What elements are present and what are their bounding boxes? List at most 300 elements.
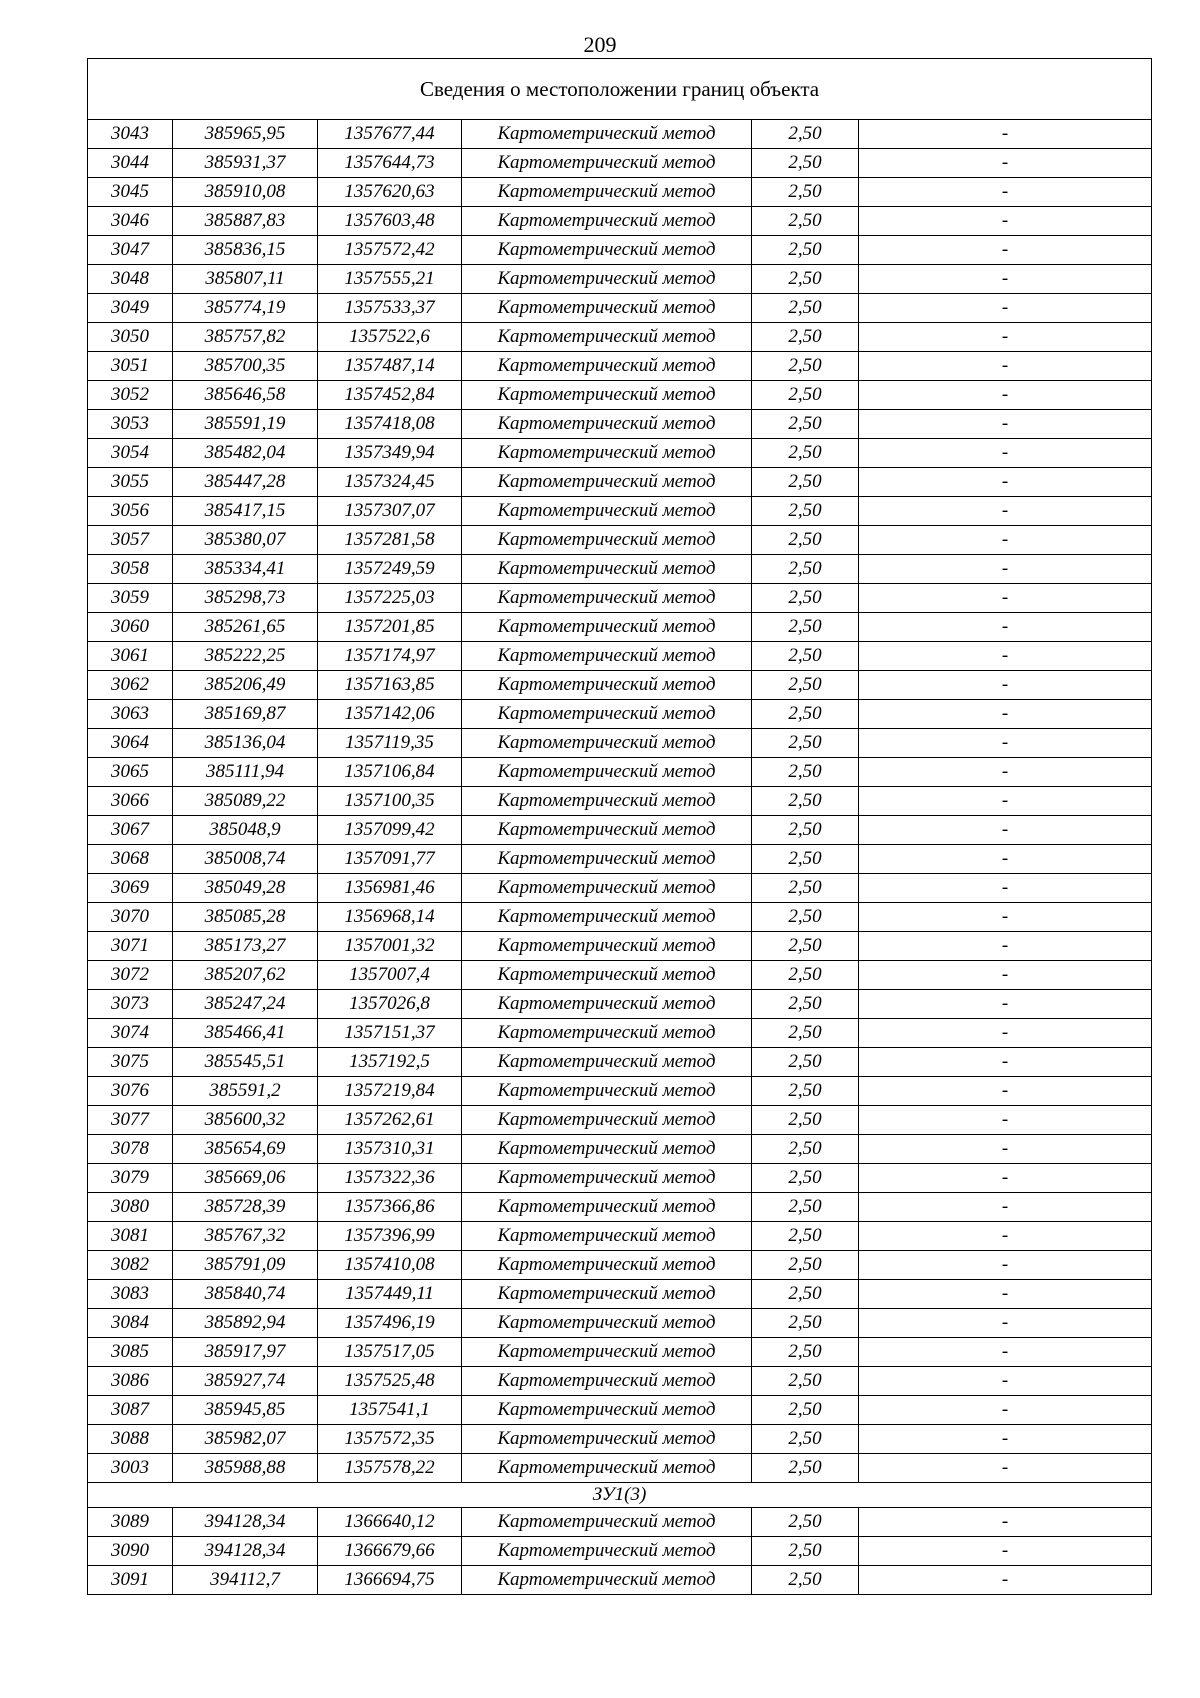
accuracy-value: 2,50: [752, 1537, 859, 1566]
table-row: [88, 903, 1152, 932]
determination-method: Картометрический метод: [462, 874, 752, 903]
determination-method: Картометрический метод: [462, 410, 752, 439]
remarks: -: [859, 700, 1152, 729]
table-row: [88, 1135, 1152, 1164]
point-number: 3068: [88, 845, 173, 874]
coordinate-x: 385049,28: [173, 874, 318, 903]
accuracy-value: 2,50: [752, 526, 859, 555]
remarks: -: [859, 1193, 1152, 1222]
coordinate-x: 385334,41: [173, 555, 318, 584]
remarks: -: [859, 961, 1152, 990]
accuracy-value: 2,50: [752, 1508, 859, 1537]
coordinate-x: 385008,74: [173, 845, 318, 874]
determination-method: Картометрический метод: [462, 1019, 752, 1048]
accuracy-value: 2,50: [752, 1280, 859, 1309]
accuracy-value: 2,50: [752, 207, 859, 236]
remarks: -: [859, 729, 1152, 758]
section-label: ЗУ1(3): [88, 1483, 1152, 1508]
determination-method: Картометрический метод: [462, 1396, 752, 1425]
boundary-table-frame: [87, 58, 1151, 1595]
accuracy-value: 2,50: [752, 613, 859, 642]
remarks: -: [859, 1077, 1152, 1106]
determination-method: Картометрический метод: [462, 700, 752, 729]
point-number: 3045: [88, 178, 173, 207]
determination-method: Картометрический метод: [462, 439, 752, 468]
remarks: -: [859, 265, 1152, 294]
table-row: [88, 1454, 1152, 1483]
point-number: 3053: [88, 410, 173, 439]
accuracy-value: 2,50: [752, 642, 859, 671]
accuracy-value: 2,50: [752, 178, 859, 207]
coordinate-x: 385222,25: [173, 642, 318, 671]
point-number: 3056: [88, 497, 173, 526]
boundary-coordinates-table: [87, 58, 1152, 1595]
remarks: -: [859, 1566, 1152, 1595]
remarks: -: [859, 1164, 1152, 1193]
table-row: [88, 584, 1152, 613]
determination-method: Картометрический метод: [462, 932, 752, 961]
accuracy-value: 2,50: [752, 1338, 859, 1367]
coordinate-x: 385600,32: [173, 1106, 318, 1135]
table-row: [88, 410, 1152, 439]
remarks: -: [859, 323, 1152, 352]
coordinate-y: 1356968,14: [318, 903, 462, 932]
coordinate-x: 385085,28: [173, 903, 318, 932]
accuracy-value: 2,50: [752, 1454, 859, 1483]
point-number: 3048: [88, 265, 173, 294]
determination-method: Картометрический метод: [462, 236, 752, 265]
remarks: -: [859, 642, 1152, 671]
determination-method: Картометрический метод: [462, 323, 752, 352]
coordinate-x: 385910,08: [173, 178, 318, 207]
coordinate-x: 385988,88: [173, 1454, 318, 1483]
remarks: -: [859, 526, 1152, 555]
table-row: [88, 758, 1152, 787]
point-number: 3069: [88, 874, 173, 903]
remarks: -: [859, 1280, 1152, 1309]
point-number: 3043: [88, 120, 173, 149]
section-row: [88, 1483, 1152, 1508]
coordinate-x: 385261,65: [173, 613, 318, 642]
accuracy-value: 2,50: [752, 816, 859, 845]
remarks: -: [859, 381, 1152, 410]
point-number: 3044: [88, 149, 173, 178]
determination-method: Картометрический метод: [462, 1454, 752, 1483]
coordinate-y: 1356981,46: [318, 874, 462, 903]
point-number: 3046: [88, 207, 173, 236]
table-row: [88, 381, 1152, 410]
table-row: [88, 1537, 1152, 1566]
point-number: 3073: [88, 990, 173, 1019]
table-row: [88, 265, 1152, 294]
coordinate-x: 394128,34: [173, 1508, 318, 1537]
table-row: [88, 468, 1152, 497]
coordinate-y: 1357644,73: [318, 149, 462, 178]
remarks: -: [859, 497, 1152, 526]
remarks: -: [859, 1425, 1152, 1454]
remarks: -: [859, 903, 1152, 932]
coordinate-x: 385757,82: [173, 323, 318, 352]
accuracy-value: 2,50: [752, 990, 859, 1019]
determination-method: Картометрический метод: [462, 1309, 752, 1338]
coordinate-x: 385646,58: [173, 381, 318, 410]
table-row: [88, 207, 1152, 236]
table-row: [88, 700, 1152, 729]
coordinate-y: 1357620,63: [318, 178, 462, 207]
point-number: 3067: [88, 816, 173, 845]
coordinate-x: 385767,32: [173, 1222, 318, 1251]
determination-method: Картометрический метод: [462, 903, 752, 932]
determination-method: Картометрический метод: [462, 1135, 752, 1164]
accuracy-value: 2,50: [752, 149, 859, 178]
remarks: -: [859, 468, 1152, 497]
accuracy-value: 2,50: [752, 1077, 859, 1106]
coordinate-y: 1357307,07: [318, 497, 462, 526]
table-row: [88, 671, 1152, 700]
remarks: -: [859, 352, 1152, 381]
point-number: 3090: [88, 1537, 173, 1566]
accuracy-value: 2,50: [752, 787, 859, 816]
accuracy-value: 2,50: [752, 584, 859, 613]
point-number: 3052: [88, 381, 173, 410]
determination-method: Картометрический метод: [462, 1077, 752, 1106]
table-row: [88, 120, 1152, 149]
remarks: -: [859, 1508, 1152, 1537]
determination-method: Картометрический метод: [462, 1280, 752, 1309]
accuracy-value: 2,50: [752, 932, 859, 961]
accuracy-value: 2,50: [752, 1309, 859, 1338]
accuracy-value: 2,50: [752, 265, 859, 294]
point-number: 3086: [88, 1367, 173, 1396]
remarks: -: [859, 758, 1152, 787]
coordinate-y: 1357555,21: [318, 265, 462, 294]
coordinate-x: 385111,94: [173, 758, 318, 787]
point-number: 3051: [88, 352, 173, 381]
point-number: 3071: [88, 932, 173, 961]
table-row: [88, 1566, 1152, 1595]
determination-method: Картометрический метод: [462, 613, 752, 642]
accuracy-value: 2,50: [752, 729, 859, 758]
accuracy-value: 2,50: [752, 1566, 859, 1595]
table-row: [88, 1309, 1152, 1338]
table-row: [88, 1280, 1152, 1309]
coordinate-y: 1357026,8: [318, 990, 462, 1019]
coordinate-x: 385447,28: [173, 468, 318, 497]
table-row: [88, 1396, 1152, 1425]
accuracy-value: 2,50: [752, 381, 859, 410]
coordinate-x: 385965,95: [173, 120, 318, 149]
remarks: -: [859, 120, 1152, 149]
accuracy-value: 2,50: [752, 1396, 859, 1425]
accuracy-value: 2,50: [752, 1425, 859, 1454]
remarks: -: [859, 990, 1152, 1019]
point-number: 3070: [88, 903, 173, 932]
determination-method: Картометрический метод: [462, 497, 752, 526]
table-row: [88, 990, 1152, 1019]
point-number: 3049: [88, 294, 173, 323]
point-number: 3075: [88, 1048, 173, 1077]
table-row: [88, 932, 1152, 961]
remarks: -: [859, 1251, 1152, 1280]
point-number: 3058: [88, 555, 173, 584]
point-number: 3074: [88, 1019, 173, 1048]
determination-method: Картометрический метод: [462, 671, 752, 700]
accuracy-value: 2,50: [752, 903, 859, 932]
remarks: -: [859, 1309, 1152, 1338]
accuracy-value: 2,50: [752, 874, 859, 903]
point-number: 3089: [88, 1508, 173, 1537]
coordinate-y: 1357192,5: [318, 1048, 462, 1077]
point-number: 3072: [88, 961, 173, 990]
coordinate-x: 385840,74: [173, 1280, 318, 1309]
determination-method: Картометрический метод: [462, 381, 752, 410]
coordinate-y: 1357007,4: [318, 961, 462, 990]
table-row: [88, 1222, 1152, 1251]
table-row: [88, 1019, 1152, 1048]
determination-method: Картометрический метод: [462, 207, 752, 236]
table-row: [88, 1367, 1152, 1396]
determination-method: Картометрический метод: [462, 555, 752, 584]
determination-method: Картометрический метод: [462, 526, 752, 555]
table-row: [88, 613, 1152, 642]
determination-method: Картометрический метод: [462, 178, 752, 207]
table-row: [88, 845, 1152, 874]
accuracy-value: 2,50: [752, 468, 859, 497]
point-number: 3081: [88, 1222, 173, 1251]
accuracy-value: 2,50: [752, 1106, 859, 1135]
remarks: -: [859, 294, 1152, 323]
accuracy-value: 2,50: [752, 555, 859, 584]
remarks: -: [859, 932, 1152, 961]
coordinate-x: 385791,09: [173, 1251, 318, 1280]
coordinate-x: 385207,62: [173, 961, 318, 990]
accuracy-value: 2,50: [752, 410, 859, 439]
remarks: -: [859, 1106, 1152, 1135]
coordinate-y: 1357572,35: [318, 1425, 462, 1454]
determination-method: Картометрический метод: [462, 1425, 752, 1454]
coordinate-y: 1357142,06: [318, 700, 462, 729]
determination-method: Картометрический метод: [462, 1508, 752, 1537]
table-row: [88, 1077, 1152, 1106]
point-number: 3084: [88, 1309, 173, 1338]
coordinate-y: 1357410,08: [318, 1251, 462, 1280]
determination-method: Картометрический метод: [462, 1251, 752, 1280]
remarks: -: [859, 149, 1152, 178]
table-row: [88, 236, 1152, 265]
table-row: [88, 1508, 1152, 1537]
coordinate-y: 1357541,1: [318, 1396, 462, 1425]
determination-method: Картометрический метод: [462, 294, 752, 323]
coordinate-x: 385298,73: [173, 584, 318, 613]
table-row: [88, 526, 1152, 555]
remarks: -: [859, 555, 1152, 584]
table-row: [88, 1338, 1152, 1367]
coordinate-x: 385945,85: [173, 1396, 318, 1425]
table-row: [88, 1251, 1152, 1280]
determination-method: Картометрический метод: [462, 120, 752, 149]
coordinate-y: 1366679,66: [318, 1537, 462, 1566]
accuracy-value: 2,50: [752, 120, 859, 149]
accuracy-value: 2,50: [752, 961, 859, 990]
table-row: [88, 555, 1152, 584]
point-number: 3083: [88, 1280, 173, 1309]
table-row: [88, 294, 1152, 323]
coordinate-y: 1357322,36: [318, 1164, 462, 1193]
remarks: -: [859, 584, 1152, 613]
page-number: 209: [583, 32, 617, 57]
determination-method: Картометрический метод: [462, 990, 752, 1019]
coordinate-y: 1357349,94: [318, 439, 462, 468]
point-number: 3076: [88, 1077, 173, 1106]
coordinate-y: 1357578,22: [318, 1454, 462, 1483]
coordinate-y: 1357091,77: [318, 845, 462, 874]
point-number: 3059: [88, 584, 173, 613]
point-number: 3064: [88, 729, 173, 758]
coordinate-y: 1357572,42: [318, 236, 462, 265]
remarks: -: [859, 1396, 1152, 1425]
remarks: -: [859, 845, 1152, 874]
determination-method: Картометрический метод: [462, 961, 752, 990]
accuracy-value: 2,50: [752, 845, 859, 874]
point-number: 3088: [88, 1425, 173, 1454]
point-number: 3050: [88, 323, 173, 352]
determination-method: Картометрический метод: [462, 642, 752, 671]
table-row: [88, 1164, 1152, 1193]
coordinate-x: 385169,87: [173, 700, 318, 729]
accuracy-value: 2,50: [752, 1251, 859, 1280]
determination-method: Картометрический метод: [462, 1164, 752, 1193]
point-number: 3066: [88, 787, 173, 816]
coordinate-x: 394128,34: [173, 1537, 318, 1566]
coordinate-y: 1366694,75: [318, 1566, 462, 1595]
coordinate-x: 385700,35: [173, 352, 318, 381]
table-row: [88, 149, 1152, 178]
coordinate-y: 1357106,84: [318, 758, 462, 787]
coordinate-x: 385545,51: [173, 1048, 318, 1077]
accuracy-value: 2,50: [752, 497, 859, 526]
coordinate-x: 385931,37: [173, 149, 318, 178]
coordinate-x: 385591,2: [173, 1077, 318, 1106]
table-row: [88, 874, 1152, 903]
remarks: -: [859, 236, 1152, 265]
coordinate-y: 1357603,48: [318, 207, 462, 236]
determination-method: Картометрический метод: [462, 1338, 752, 1367]
coordinate-y: 1357219,84: [318, 1077, 462, 1106]
remarks: -: [859, 410, 1152, 439]
coordinate-x: 385654,69: [173, 1135, 318, 1164]
coordinate-x: 385836,15: [173, 236, 318, 265]
table-row: [88, 642, 1152, 671]
coordinate-x: 385089,22: [173, 787, 318, 816]
determination-method: Картометрический метод: [462, 1193, 752, 1222]
table-row: [88, 1106, 1152, 1135]
coordinate-y: 1357249,59: [318, 555, 462, 584]
determination-method: Картометрический метод: [462, 1106, 752, 1135]
coordinate-x: 385927,74: [173, 1367, 318, 1396]
point-number: 3085: [88, 1338, 173, 1367]
determination-method: Картометрический метод: [462, 729, 752, 758]
coordinate-y: 1357201,85: [318, 613, 462, 642]
coordinate-x: 385380,07: [173, 526, 318, 555]
coordinate-x: 385887,83: [173, 207, 318, 236]
coordinate-x: 385774,19: [173, 294, 318, 323]
coordinate-x: 385048,9: [173, 816, 318, 845]
remarks: -: [859, 613, 1152, 642]
coordinate-x: 385728,39: [173, 1193, 318, 1222]
remarks: -: [859, 1135, 1152, 1164]
remarks: -: [859, 874, 1152, 903]
coordinate-y: 1357525,48: [318, 1367, 462, 1396]
coordinate-y: 1357517,05: [318, 1338, 462, 1367]
coordinate-y: 1357151,37: [318, 1019, 462, 1048]
accuracy-value: 2,50: [752, 439, 859, 468]
coordinate-y: 1357449,11: [318, 1280, 462, 1309]
table-row: [88, 787, 1152, 816]
point-number: 3057: [88, 526, 173, 555]
coordinate-x: 385591,19: [173, 410, 318, 439]
table-row: [88, 1425, 1152, 1454]
point-number: 3060: [88, 613, 173, 642]
coordinate-y: 1357001,32: [318, 932, 462, 961]
determination-method: Картометрический метод: [462, 845, 752, 874]
remarks: -: [859, 1048, 1152, 1077]
table-row: [88, 961, 1152, 990]
table-row: [88, 497, 1152, 526]
point-number: 3063: [88, 700, 173, 729]
coordinate-x: 385917,97: [173, 1338, 318, 1367]
remarks: -: [859, 1537, 1152, 1566]
point-number: 3055: [88, 468, 173, 497]
point-number: 3065: [88, 758, 173, 787]
coordinate-x: 385173,27: [173, 932, 318, 961]
determination-method: Картометрический метод: [462, 1566, 752, 1595]
coordinate-y: 1357677,44: [318, 120, 462, 149]
coordinate-y: 1357452,84: [318, 381, 462, 410]
coordinate-x: 385482,04: [173, 439, 318, 468]
accuracy-value: 2,50: [752, 758, 859, 787]
accuracy-value: 2,50: [752, 1367, 859, 1396]
coordinate-y: 1357487,14: [318, 352, 462, 381]
point-number: 3061: [88, 642, 173, 671]
accuracy-value: 2,50: [752, 1193, 859, 1222]
accuracy-value: 2,50: [752, 671, 859, 700]
table-row: [88, 1193, 1152, 1222]
remarks: -: [859, 1338, 1152, 1367]
remarks: -: [859, 816, 1152, 845]
determination-method: Картометрический метод: [462, 149, 752, 178]
accuracy-value: 2,50: [752, 323, 859, 352]
table-title-row: [88, 59, 1152, 120]
coordinate-y: 1357262,61: [318, 1106, 462, 1135]
table-row: [88, 729, 1152, 758]
coordinate-x: 385417,15: [173, 497, 318, 526]
remarks: -: [859, 1454, 1152, 1483]
coordinate-y: 1357100,35: [318, 787, 462, 816]
table-row: [88, 352, 1152, 381]
remarks: -: [859, 439, 1152, 468]
coordinate-x: 385206,49: [173, 671, 318, 700]
coordinate-x: 385982,07: [173, 1425, 318, 1454]
coordinate-x: 385466,41: [173, 1019, 318, 1048]
coordinate-y: 1357533,37: [318, 294, 462, 323]
remarks: -: [859, 1367, 1152, 1396]
point-number: 3082: [88, 1251, 173, 1280]
accuracy-value: 2,50: [752, 236, 859, 265]
point-number: 3047: [88, 236, 173, 265]
determination-method: Картометрический метод: [462, 787, 752, 816]
accuracy-value: 2,50: [752, 352, 859, 381]
accuracy-value: 2,50: [752, 1222, 859, 1251]
